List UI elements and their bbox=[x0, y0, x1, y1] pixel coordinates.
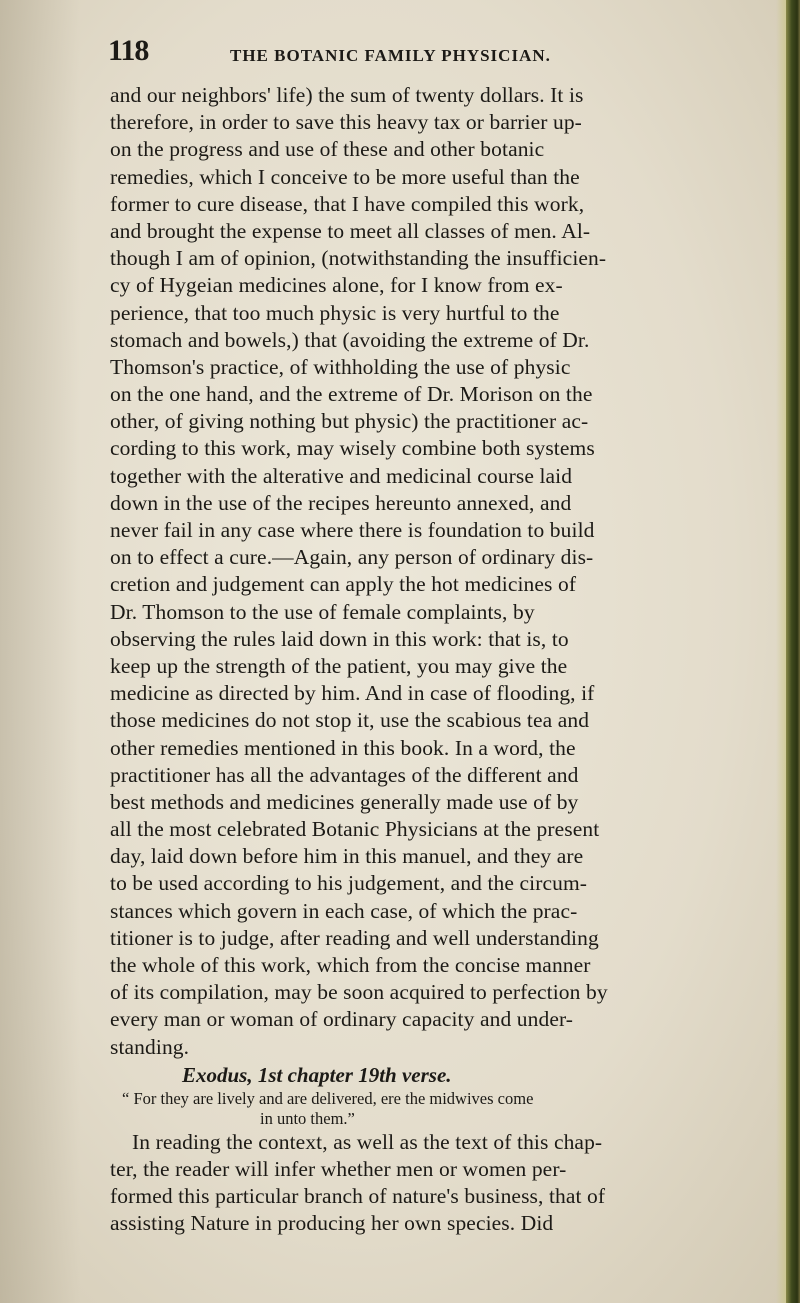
text-line: on to effect a cure.—Again, any person of ordinary dis- bbox=[110, 545, 594, 570]
binding-glow bbox=[776, 0, 786, 1303]
text-line: to be used according to his judgement, and the circum- bbox=[110, 871, 588, 896]
text-line: In reading the context, as well as the text of this chap- bbox=[132, 1129, 603, 1154]
text-line: observing the rules laid down in this work: that is, to bbox=[110, 626, 569, 651]
running-head: THE BOTANIC FAMILY PHYSICIAN. bbox=[230, 46, 551, 65]
text-line: other remedies mentioned in this book. In a word, the bbox=[110, 735, 576, 760]
section-heading: Exodus, 1st chapter 19th verse. bbox=[182, 1062, 452, 1087]
text-line: stances which govern in each case, of which the prac- bbox=[110, 898, 578, 923]
text-line: on the progress and use of these and other botanic bbox=[110, 137, 545, 162]
text-line: though I am of opinion, (notwithstanding the insufficien- bbox=[110, 246, 607, 271]
text-line: Dr. Thomson to the use of female complaints, by bbox=[110, 599, 535, 624]
text-line: practitioner has all the advantages of the different and bbox=[110, 762, 579, 787]
text-line: stomach and bowels,) that (avoiding the extreme of Dr. bbox=[110, 327, 590, 352]
text-line: cording to this work, may wisely combine both systems bbox=[110, 436, 595, 461]
text-line: never fail in any case where there is foundation to build bbox=[110, 518, 595, 542]
text-line: assisting Nature in producing her own species. Did bbox=[110, 1211, 554, 1236]
text-line: therefore, in order to save this heavy tax or barrier up- bbox=[110, 110, 582, 135]
text-line: ter, the reader will infer whether men or women per- bbox=[110, 1156, 567, 1181]
text-line: keep up the strength of the patient, you may give the bbox=[110, 653, 568, 678]
text-line: down in the use of the recipes hereunto annexed, and bbox=[110, 490, 572, 515]
text-line: cy of Hygeian medicines alone, for I know from ex- bbox=[110, 273, 563, 298]
text-line: of its compilation, may be soon acquired to perfection by bbox=[110, 980, 608, 1005]
page-header bbox=[108, 34, 768, 66]
book-binding bbox=[786, 0, 800, 1303]
text-line: formed this particular branch of nature's business, that of bbox=[110, 1184, 606, 1209]
text-line: together with the alterative and medicinal course laid bbox=[110, 463, 573, 488]
text-line: the whole of this work, which from the concise manner bbox=[110, 953, 591, 977]
quote-line: “ For they are lively and are delivered, ere the midwives come bbox=[122, 1088, 534, 1108]
text-line: standing. bbox=[110, 1034, 190, 1059]
page-number: 118 bbox=[108, 34, 149, 67]
quote-line: in unto them.” bbox=[260, 1108, 355, 1128]
text-line: on the one hand, and the extreme of Dr. Morison on the bbox=[110, 382, 593, 407]
text-line: remedies, which I conceive to be more useful than the bbox=[110, 164, 580, 189]
text-line: every man or woman of ordinary capacity and under- bbox=[110, 1007, 574, 1032]
scripture-section bbox=[110, 1061, 770, 1129]
text-line: cretion and judgement can apply the hot medicines of bbox=[110, 572, 577, 597]
text-line: day, laid down before him in this manuel, and they are bbox=[110, 844, 584, 869]
text-line: Thomson's practice, of withholding the use of physic bbox=[110, 354, 571, 379]
text-line: and our neighbors' life) the sum of twenty dollars. It is bbox=[110, 83, 584, 107]
text-line: other, of giving nothing but physic) the practitioner ac- bbox=[110, 409, 589, 434]
text-line: perience, that too much physic is very hurtful to the bbox=[110, 300, 560, 325]
text-line: best methods and medicines generally made use of by bbox=[110, 789, 579, 814]
text-line: medicine as directed by him. And in case of flooding, if bbox=[110, 681, 595, 706]
paragraph-1 bbox=[110, 82, 770, 1061]
text-line: and brought the expense to meet all classes of men. Al- bbox=[110, 218, 591, 243]
body-text bbox=[110, 82, 770, 1238]
page-edge-shadow bbox=[0, 0, 80, 1303]
text-line: former to cure disease, that I have compiled this work, bbox=[110, 191, 585, 216]
text-line: titioner is to judge, after reading and well understanding bbox=[110, 925, 599, 950]
text-line: those medicines do not stop it, use the scabious tea and bbox=[110, 708, 590, 733]
text-line: all the most celebrated Botanic Physicians at the present bbox=[110, 817, 600, 842]
paragraph-2 bbox=[110, 1129, 770, 1238]
